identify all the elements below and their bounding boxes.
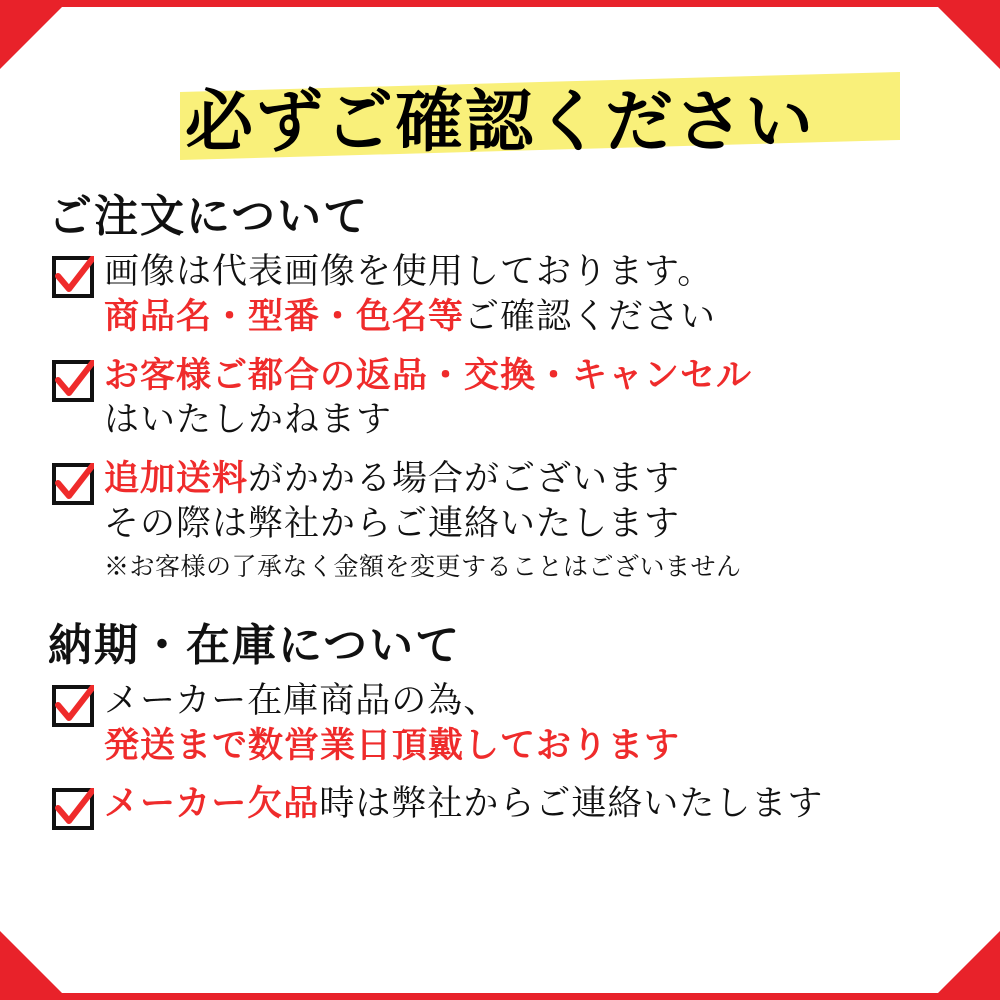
- page-title-text: 必ずご確認ください: [184, 82, 815, 162]
- checklist-line: [104, 782, 960, 827]
- body-text: ※お客様の了承なく金額を変更することはございません: [104, 551, 742, 581]
- section-heading: ご注文について: [48, 191, 370, 242]
- emphasis-text: お客様ご都合の返品・交換・キャンセル: [104, 354, 753, 396]
- checklist-line: [104, 502, 960, 547]
- checklist-note-line: [104, 551, 960, 583]
- section-heading: 納期・在庫について: [48, 619, 462, 671]
- checklist-item: [52, 679, 960, 769]
- checkmark-icon: [52, 685, 94, 727]
- checklist-item: [52, 782, 960, 830]
- emphasis-text: メーカー欠品: [104, 783, 320, 825]
- checkmark-icon: [52, 256, 94, 298]
- emphasis-text: 発送まで数営業日頂戴しております: [104, 724, 681, 766]
- checklist-line: [104, 724, 960, 769]
- checklist-item-text: [104, 782, 960, 827]
- body-text: 画像は代表画像を使用しております。: [104, 252, 714, 292]
- checklist-line: [104, 354, 960, 399]
- body-text: その際は弊社からご連絡いたします: [104, 503, 681, 544]
- checklist-item: [52, 457, 960, 583]
- corner-decoration-bottom-left: [0, 931, 62, 993]
- checkmark-icon: [52, 788, 94, 830]
- notice-content: [0, 14, 1000, 986]
- checklist-line: [104, 398, 960, 443]
- checklist-line: [104, 250, 960, 295]
- body-text: ご確認ください: [464, 296, 717, 337]
- corner-decoration-bottom-right: [938, 931, 1000, 993]
- checkmark-icon: [52, 360, 94, 402]
- corner-decoration-top-left: [0, 7, 62, 69]
- checklist-item-text: [104, 457, 960, 583]
- checklist-item: [52, 354, 960, 444]
- body-text: メーカー在庫商品の為、: [104, 680, 500, 721]
- sections-container: [40, 180, 960, 830]
- checkmark-icon: [52, 463, 94, 505]
- emphasis-text: 追加送料: [104, 458, 249, 500]
- checklist-item: [52, 250, 960, 340]
- corner-decoration-top-right: [938, 7, 1000, 69]
- body-text: 時は弊社からご連絡いたします: [319, 784, 824, 825]
- checklist-line: [104, 295, 960, 340]
- checklist-item-text: [104, 679, 960, 769]
- checklist-item-text: [104, 250, 960, 340]
- checklist-item-text: [104, 354, 960, 444]
- body-text: はいたしかねます: [104, 400, 393, 441]
- checklist-line: [104, 457, 960, 502]
- page-title: [40, 52, 960, 162]
- checklist-line: [104, 679, 960, 724]
- body-text: がかかる場合がございます: [248, 459, 681, 500]
- emphasis-text: 商品名・型番・色名等: [104, 295, 465, 337]
